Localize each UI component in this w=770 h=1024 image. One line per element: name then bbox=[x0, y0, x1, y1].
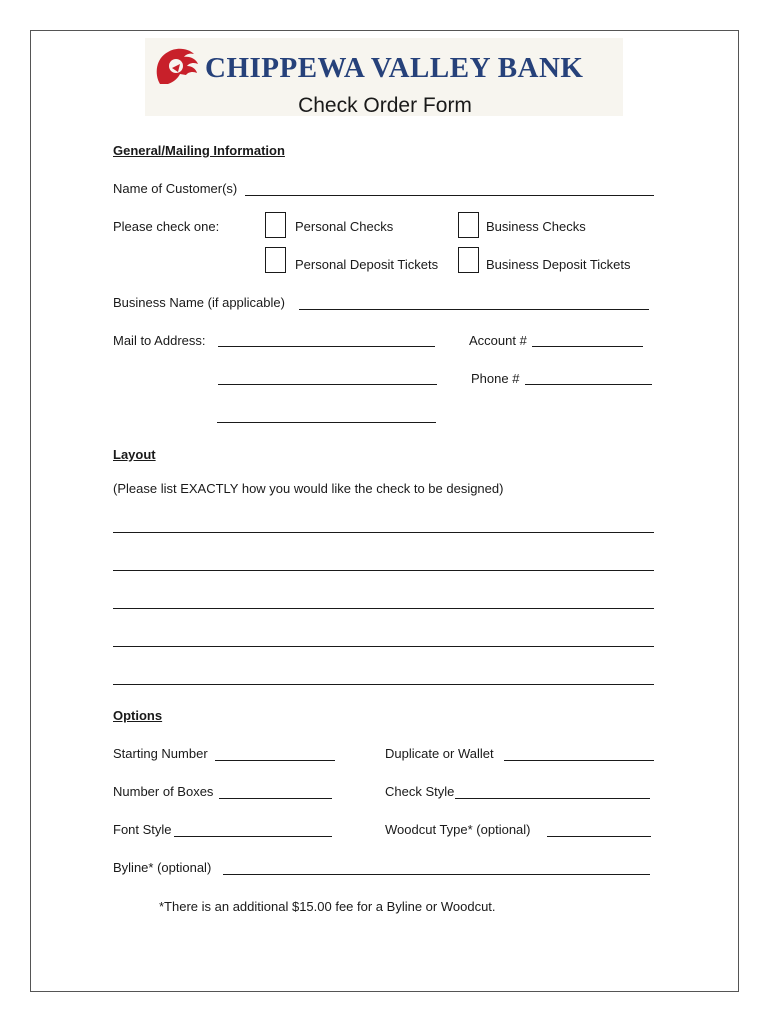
layout-heading: Layout bbox=[113, 447, 156, 462]
fee-footnote: *There is an additional $15.00 fee for a Byline or Woodcut. bbox=[159, 899, 496, 914]
personal-checks-checkbox[interactable] bbox=[265, 212, 286, 238]
layout-line[interactable] bbox=[113, 646, 654, 647]
business-deposit-label: Business Deposit Tickets bbox=[486, 257, 631, 272]
mail-address-line-3[interactable] bbox=[217, 422, 436, 423]
bank-logo-icon bbox=[150, 44, 204, 88]
layout-line[interactable] bbox=[113, 684, 654, 685]
byline-label: Byline* (optional) bbox=[113, 860, 212, 875]
business-deposit-checkbox[interactable] bbox=[458, 247, 479, 273]
woodcut-type-label: Woodcut Type* (optional) bbox=[385, 822, 531, 837]
business-checks-checkbox[interactable] bbox=[458, 212, 479, 238]
mail-address-line-2[interactable] bbox=[218, 384, 437, 385]
mail-address-line-1[interactable] bbox=[218, 346, 435, 347]
phone-label: Phone # bbox=[471, 371, 520, 386]
duplicate-wallet-label: Duplicate or Wallet bbox=[385, 746, 494, 761]
general-heading: General/Mailing Information bbox=[113, 143, 285, 158]
mail-to-label: Mail to Address: bbox=[113, 333, 206, 348]
layout-line[interactable] bbox=[113, 570, 654, 571]
number-of-boxes-label: Number of Boxes bbox=[113, 784, 214, 799]
options-heading: Options bbox=[113, 708, 163, 723]
font-style-label: Font Style bbox=[113, 822, 172, 837]
layout-instructions: (Please list EXACTLY how you would like the check to be designed) bbox=[113, 481, 504, 496]
business-name-field[interactable] bbox=[299, 309, 649, 310]
duplicate-wallet-field[interactable] bbox=[504, 760, 654, 761]
customer-name-label: Name of Customer(s) bbox=[113, 181, 238, 196]
check-one-label: Please check one: bbox=[113, 219, 220, 234]
bank-name: CHIPPEWA VALLEY BANK bbox=[205, 52, 584, 84]
byline-field[interactable] bbox=[223, 874, 650, 875]
personal-deposit-label: Personal Deposit Tickets bbox=[295, 257, 439, 272]
customer-name-field[interactable] bbox=[245, 195, 654, 196]
number-of-boxes-field[interactable] bbox=[219, 798, 332, 799]
woodcut-type-field[interactable] bbox=[547, 836, 651, 837]
phone-field[interactable] bbox=[525, 384, 652, 385]
business-checks-label: Business Checks bbox=[486, 219, 586, 234]
business-name-label: Business Name (if applicable) bbox=[113, 295, 285, 310]
account-label: Account # bbox=[469, 333, 527, 348]
account-field[interactable] bbox=[532, 346, 643, 347]
personal-deposit-checkbox[interactable] bbox=[265, 247, 286, 273]
layout-line[interactable] bbox=[113, 532, 654, 533]
page-border bbox=[30, 30, 739, 992]
check-style-field[interactable] bbox=[455, 798, 650, 799]
starting-number-field[interactable] bbox=[215, 760, 335, 761]
starting-number-label: Starting Number bbox=[113, 746, 208, 761]
font-style-field[interactable] bbox=[174, 836, 332, 837]
form-title: Check Order Form bbox=[298, 94, 472, 117]
layout-line[interactable] bbox=[113, 608, 654, 609]
check-style-label: Check Style bbox=[385, 784, 455, 799]
personal-checks-label: Personal Checks bbox=[295, 219, 394, 234]
